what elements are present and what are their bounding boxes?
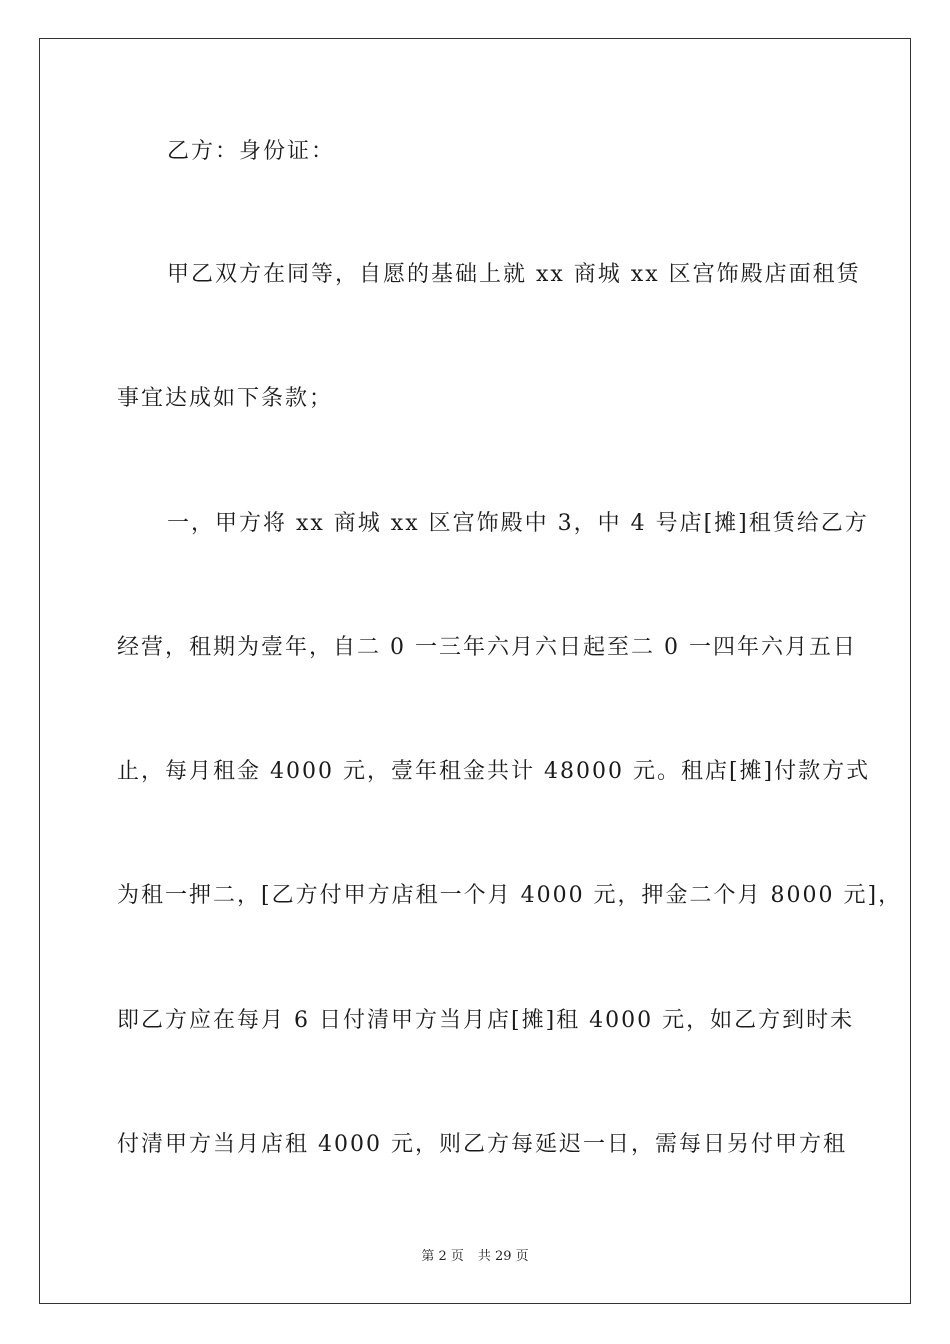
text-line-clause-1-cont-5: 付清甲方当月店租 4000 元，则乙方每延迟一日，需每日另付甲方租 (117, 1132, 847, 1157)
page-footer (0, 1247, 950, 1267)
page-number: 第 2 页 (421, 1249, 464, 1264)
page-border (39, 38, 911, 1304)
text-line-intro: 甲乙双方在同等，自愿的基础上就 xx 商城 xx 区宫饰殿店面租赁 (167, 262, 861, 287)
text-line-clause-1-cont-3: 为租一押二，[乙方付甲方店租一个月 4000 元，押金二个月 8000 元]， (117, 883, 903, 908)
text-line-party-b: 乙方：身份证： (167, 139, 336, 164)
text-line-clause-1: 一，甲方将 xx 商城 xx 区宫饰殿中 3，中 4 号店[摊]租赁给乙方 (167, 511, 869, 536)
text-line-clause-1-cont-4: 即乙方应在每月 6 日付清甲方当月店[摊]租 4000 元，如乙方到时未 (117, 1008, 855, 1033)
text-line-clause-1-cont-2: 止，每月租金 4000 元，壹年租金共计 48000 元。租店[摊]付款方式 (117, 759, 871, 784)
text-line-intro-cont: 事宜达成如下条款； (117, 386, 334, 411)
text-line-clause-1-cont-1: 经营，租期为壹年，自二 0 一三年六月六日起至二 0 一四年六月五日 (117, 635, 857, 660)
page-total: 共 29 页 (477, 1249, 529, 1264)
